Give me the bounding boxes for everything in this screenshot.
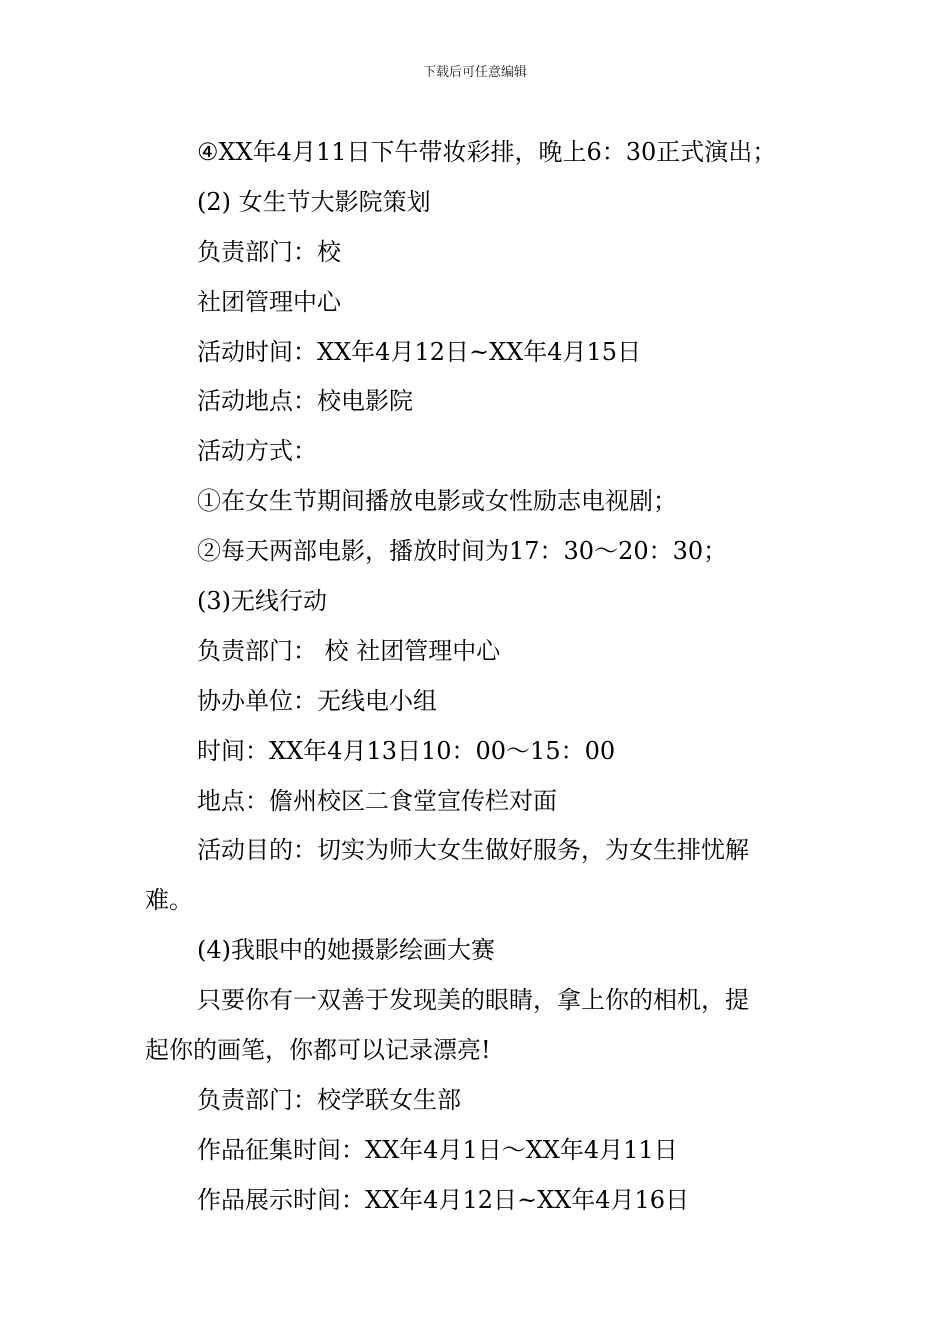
paragraph-line: 时间：XX年4月13日10：00～15：00 xyxy=(197,736,616,765)
paragraph-line: 负责部门：校 xyxy=(197,237,341,266)
paragraph-line: 活动目的：切实为师大女生做好服务，为女生排忧解 xyxy=(197,836,749,865)
paragraph-line: 负责部门： 校 社团管理中心 xyxy=(197,636,501,665)
paragraph-line: 作品征集时间：XX年4月1日～XX年4月11日 xyxy=(197,1135,678,1164)
paragraph-line: 协办单位：无线电小组 xyxy=(197,686,437,715)
paragraph-line: 活动方式： xyxy=(197,437,317,466)
paragraph-line: ②每天两部电影，播放时间为17：30～20：30； xyxy=(197,537,728,566)
paragraph-line: 只要你有一双善于发现美的眼睛，拿上你的相机，提 xyxy=(197,986,749,1015)
paragraph-line: 地点：儋州校区二食堂宣传栏对面 xyxy=(197,786,557,815)
paragraph-line: ④XX年4月11日下午带妆彩排，晚上6：30正式演出； xyxy=(197,138,777,166)
paragraph-line-continuation: 起你的画笔，你都可以记录漂亮! xyxy=(145,1036,491,1065)
document-body xyxy=(145,128,810,1226)
paragraph-line: 负责部门：校学联女生部 xyxy=(197,1085,461,1114)
paragraph-line: 作品展示时间：XX年4月12日~XX年4月16日 xyxy=(197,1185,690,1214)
page-header: 下载后可任意编辑 xyxy=(422,65,527,80)
paragraph-line: 活动地点：校电影院 xyxy=(197,387,413,416)
section-heading: (4)我眼中的她摄影绘画大赛 xyxy=(197,936,495,965)
paragraph-line: ①在女生节期间播放电影或女性励志电视剧； xyxy=(197,487,677,516)
section-heading: (2) 女生节大影院策划 xyxy=(197,187,431,216)
paragraph-line-continuation: 难。 xyxy=(145,886,193,915)
paragraph-line: 社团管理中心 xyxy=(197,287,341,316)
paragraph-line: 活动时间：XX年4月12日~XX年4月15日 xyxy=(197,337,642,366)
section-heading: (3)无线行动 xyxy=(197,587,327,616)
